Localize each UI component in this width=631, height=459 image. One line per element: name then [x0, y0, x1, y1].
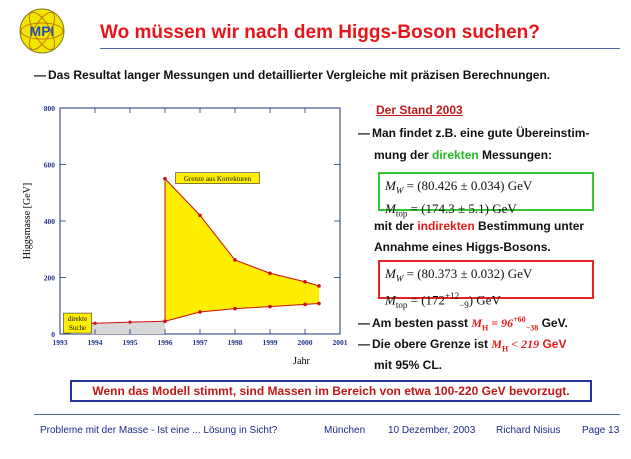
- indirect-mt-value: (172: [421, 291, 446, 307]
- upper-limit-line: [358, 337, 566, 353]
- x-tick-label: 1997: [192, 338, 208, 347]
- x-tick-label: 1995: [122, 338, 138, 347]
- text-fragment: Bestimmung unter: [474, 219, 585, 233]
- chart-xlabel: Jahr: [293, 356, 310, 367]
- direct-mw-value: (80.426 ± 0.034) GeV: [417, 178, 533, 193]
- footer-page: Page 13: [582, 425, 620, 436]
- footer-talk-title: Probleme mit der Masse - Ist eine ... Lösung in Sicht?: [40, 425, 278, 436]
- bullet-dash: —: [358, 126, 370, 140]
- indirect-measurement-box: [378, 260, 594, 310]
- text-fragment: Am besten passt: [372, 316, 472, 330]
- best-fit-plus: +60: [513, 315, 526, 324]
- text-fragment: Die obere Grenze ist: [372, 337, 492, 351]
- bullet-dash: —: [34, 68, 46, 82]
- lower-annotation-label: Suche: [68, 324, 87, 333]
- upper-limit-point: [303, 280, 307, 284]
- text-fragment: mung der: [374, 148, 433, 162]
- footer-divider: [34, 414, 620, 415]
- text-line-3: [374, 219, 584, 233]
- lower-limit-point: [303, 303, 307, 307]
- indirect-mt-plus: +12: [445, 290, 460, 301]
- intro-text: Das Resultat langer Messungen und detaillierter Vergleiche mit präzisen Berechnungen.: [48, 68, 551, 82]
- upper-limit-unit: GeV: [539, 337, 567, 351]
- header-divider: [100, 48, 620, 49]
- direct-measurement-box: [378, 172, 594, 219]
- x-tick-label: 2000: [297, 338, 313, 347]
- lower-limit-point: [268, 305, 272, 309]
- lower-limit-point: [163, 319, 167, 323]
- best-fit-formula: $M_H = 96^{+60}_{-38}$: [471, 315, 539, 333]
- upper-limit-point: [317, 284, 321, 288]
- upper-limit-value: < 219: [511, 337, 540, 351]
- confidence-line: mit 95% CL.: [374, 358, 443, 372]
- direct-mt-value: (174.3 ± 5.1) GeV: [421, 200, 517, 216]
- best-fit-minus: −38: [525, 323, 539, 333]
- direct-mt-line: $M_{top} = (174.3 \pm 5.1)$ GeV: [385, 200, 517, 219]
- x-tick-label: 1996: [157, 338, 173, 347]
- best-fit-value: 96: [501, 316, 514, 330]
- y-tick-label: 400: [43, 217, 55, 226]
- x-tick-label: 1998: [227, 338, 243, 347]
- direct-mw-line: $M_W = (80.426 \pm 0.034)$ GeV: [385, 178, 533, 196]
- conclusion-box: Wenn das Modell stimmt, sind Massen im Bereich von etwa 100-220 GeV bevorzugt.: [70, 380, 592, 402]
- lower-limit-point: [233, 307, 237, 311]
- chart-ylabel: Higgsmasse [GeV]: [22, 182, 33, 260]
- indirect-mw-line: $M_W = (80.373 \pm 0.032)$ GeV: [385, 266, 533, 284]
- x-tick-label: 1993: [52, 338, 68, 347]
- footer-date: 10 Dezember, 2003: [388, 425, 476, 436]
- x-tick-label: 2001: [332, 338, 348, 347]
- text-line-1-content: Man findet z.B. eine gute Übereinstim-: [372, 126, 590, 140]
- text-fragment: GeV.: [538, 316, 568, 330]
- lower-limit-point: [198, 310, 202, 314]
- pre-search-point: [128, 321, 131, 324]
- upper-limit-point: [233, 258, 237, 262]
- footer-place: München: [324, 425, 366, 436]
- upper-limit-point: [268, 271, 272, 275]
- footer-author: Richard Nisius: [496, 425, 561, 436]
- best-fit-line: [358, 315, 568, 332]
- page-title: Wo müssen wir nach dem Higgs-Boson suchen?: [100, 22, 540, 43]
- y-tick-label: 800: [43, 104, 55, 113]
- text-fragment: mit der: [374, 219, 418, 233]
- text-fragment: Messungen:: [478, 148, 553, 162]
- upper-limit-formula: $M_H < 219$: [491, 337, 540, 354]
- x-tick-label: 1999: [262, 338, 278, 347]
- y-tick-label: 0: [51, 330, 55, 339]
- indirect-mt-unit: ) GeV: [468, 291, 501, 307]
- indirect-mt-line: $M_{top} = (172^{+12}_{-9})$ GeV: [385, 290, 501, 310]
- indirect-mw-value: (80.373 ± 0.032) GeV: [417, 266, 533, 281]
- status-heading: Der Stand 2003: [376, 103, 463, 117]
- x-tick-label: 1994: [87, 338, 103, 347]
- intro-line: [34, 68, 550, 82]
- bullet-dash: —: [358, 337, 370, 351]
- y-tick-label: 200: [43, 273, 55, 283]
- higgs-mass-chart: [18, 100, 358, 370]
- indirect-mt-minus: −9: [459, 299, 469, 310]
- bullet-dash: —: [358, 316, 370, 330]
- highlight-direct: direkten: [432, 148, 479, 162]
- text-line-2: [374, 148, 552, 162]
- upper-limit-point: [163, 177, 167, 181]
- lower-annotation-label: direkte: [67, 315, 88, 324]
- atom-logo-icon: [18, 7, 66, 55]
- pre-search-point: [93, 322, 96, 325]
- highlight-indirect: indirekten: [417, 219, 475, 233]
- allowed-mass-band: [165, 179, 319, 322]
- logo-text: MPI: [29, 23, 55, 39]
- text-line-4: Annahme eines Higgs-Bosons.: [374, 240, 551, 254]
- upper-limit-point: [198, 214, 202, 218]
- y-tick-label: 600: [43, 160, 55, 170]
- text-line-1: [358, 126, 589, 140]
- lower-limit-point: [317, 302, 321, 306]
- upper-annotation-label: Grenze aus Korrekturen: [183, 175, 252, 184]
